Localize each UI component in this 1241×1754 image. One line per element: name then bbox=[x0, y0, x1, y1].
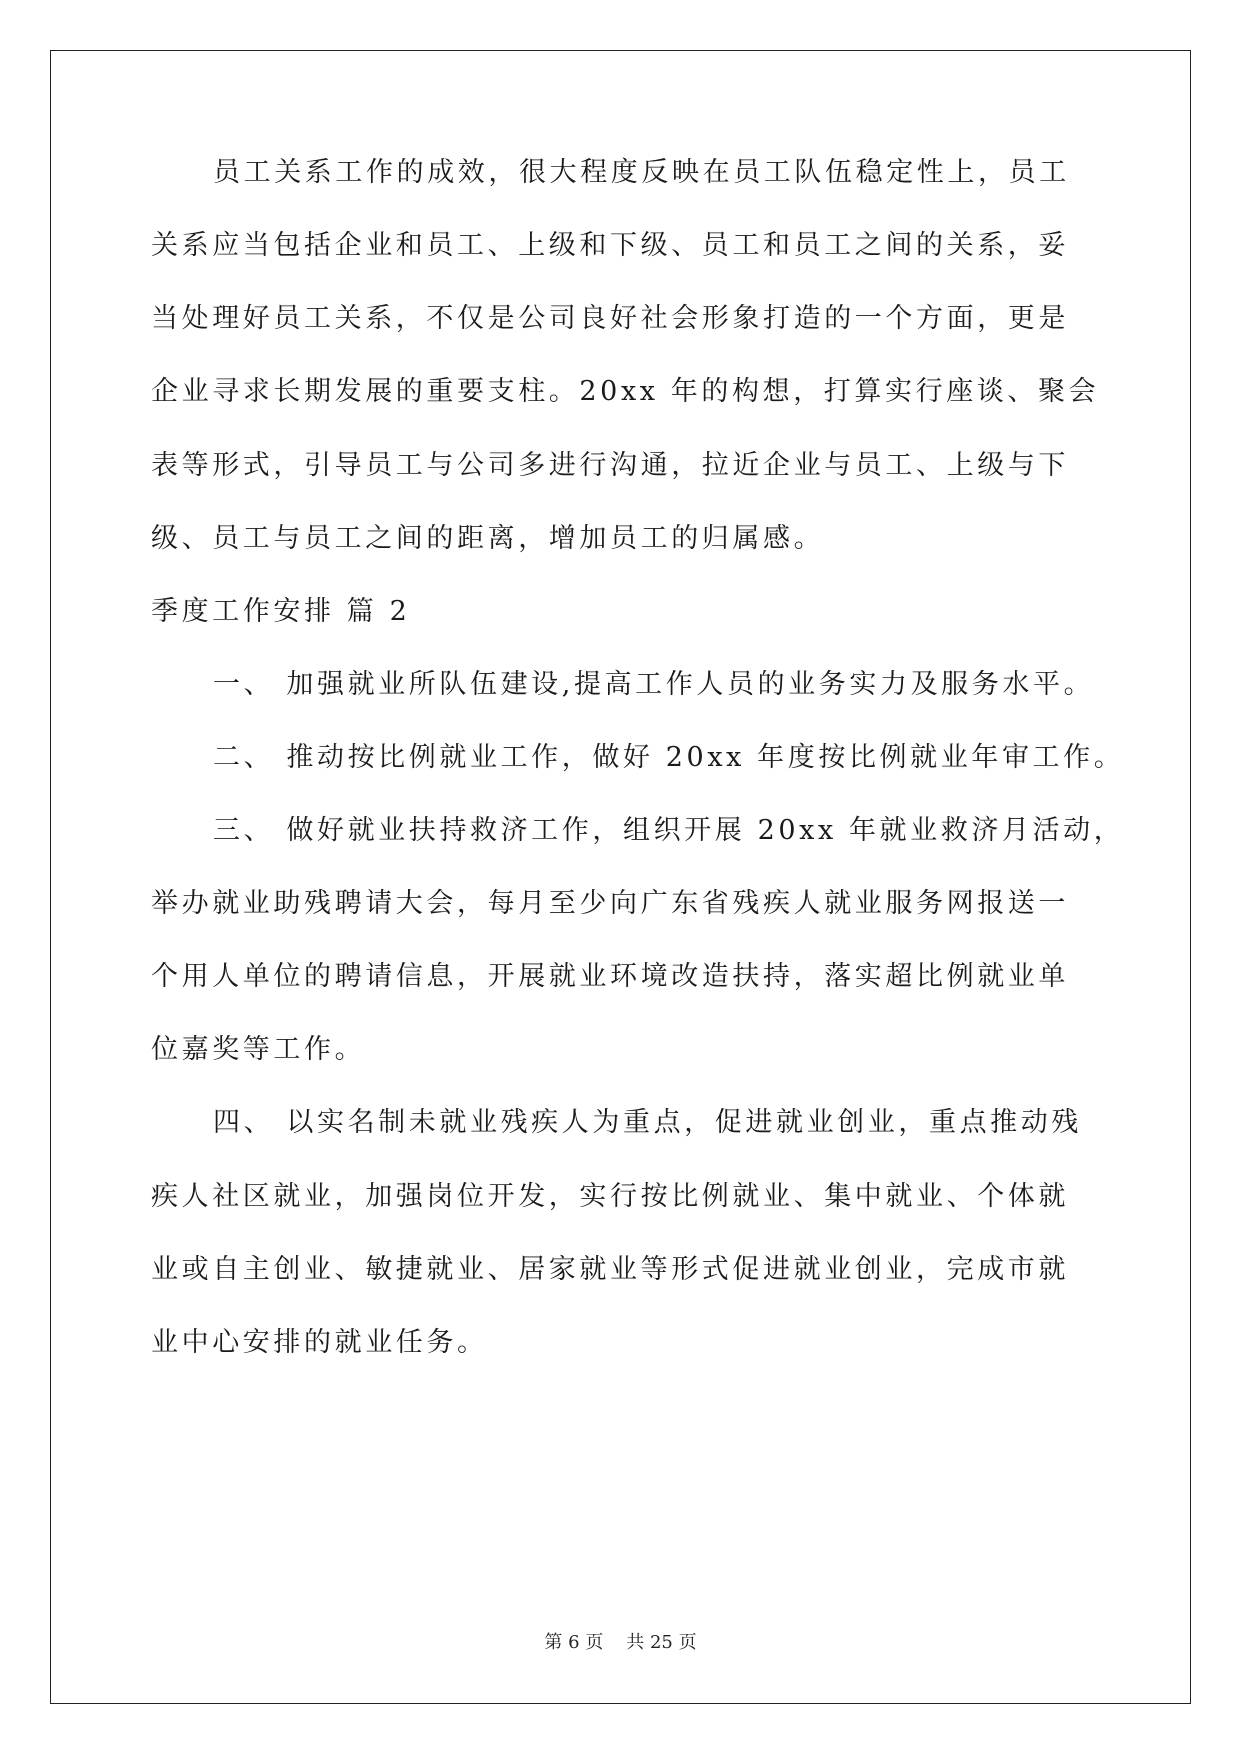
paragraph-line: 员工关系工作的成效，很大程度反映在员工队伍稳定性上，员工 bbox=[213, 157, 1070, 188]
paragraph-line: 业或自主创业、敏捷就业、居家就业等形式促进就业创业，完成市就 bbox=[151, 1254, 1069, 1285]
paragraph-line: 个用人单位的聘请信息，开展就业环境改造扶持，落实超比例就业单 bbox=[151, 961, 1069, 992]
paragraph-line: 举办就业助残聘请大会，每月至少向广东省残疾人就业服务网报送一 bbox=[151, 888, 1069, 919]
list-item-1: 一、 加强就业所队伍建设,提高工作人员的业务实力及服务水平。 bbox=[213, 669, 1095, 700]
paragraph-line: 疾人社区就业，加强岗位开发，实行按比例就业、集中就业、个体就 bbox=[151, 1181, 1069, 1212]
paragraph-line: 当处理好员工关系，不仅是公司良好社会形象打造的一个方面，更是 bbox=[151, 303, 1069, 334]
paragraph-line: 业中心安排的就业任务。 bbox=[151, 1327, 488, 1358]
paragraph-line: 级、员工与员工之间的距离，增加员工的归属感。 bbox=[151, 523, 825, 554]
list-item-2: 二、 推动按比例就业工作，做好 20xx 年度按比例就业年审工作。 bbox=[213, 742, 1125, 773]
list-item-3: 三、 做好就业扶持救济工作，组织开展 20xx 年就业救济月活动， bbox=[213, 815, 1125, 846]
page-footer bbox=[0, 1628, 1241, 1654]
list-item-4: 四、 以实名制未就业残疾人为重点，促进就业创业，重点推动残 bbox=[213, 1107, 1082, 1138]
paragraph-line: 关系应当包括企业和员工、上级和下级、员工和员工之间的关系，妥 bbox=[151, 230, 1069, 261]
page-number: 第 6 页 bbox=[544, 1632, 604, 1653]
paragraph-line: 表等形式，引导员工与公司多进行沟通，拉近企业与员工、上级与下 bbox=[151, 450, 1069, 481]
page-total: 共 25 页 bbox=[626, 1632, 697, 1653]
section-heading: 季度工作安排 篇 2 bbox=[151, 596, 411, 627]
paragraph-line: 位嘉奖等工作。 bbox=[151, 1034, 366, 1065]
paragraph-line: 企业寻求长期发展的重要支柱。20xx 年的构想，打算实行座谈、聚会 bbox=[151, 376, 1100, 407]
